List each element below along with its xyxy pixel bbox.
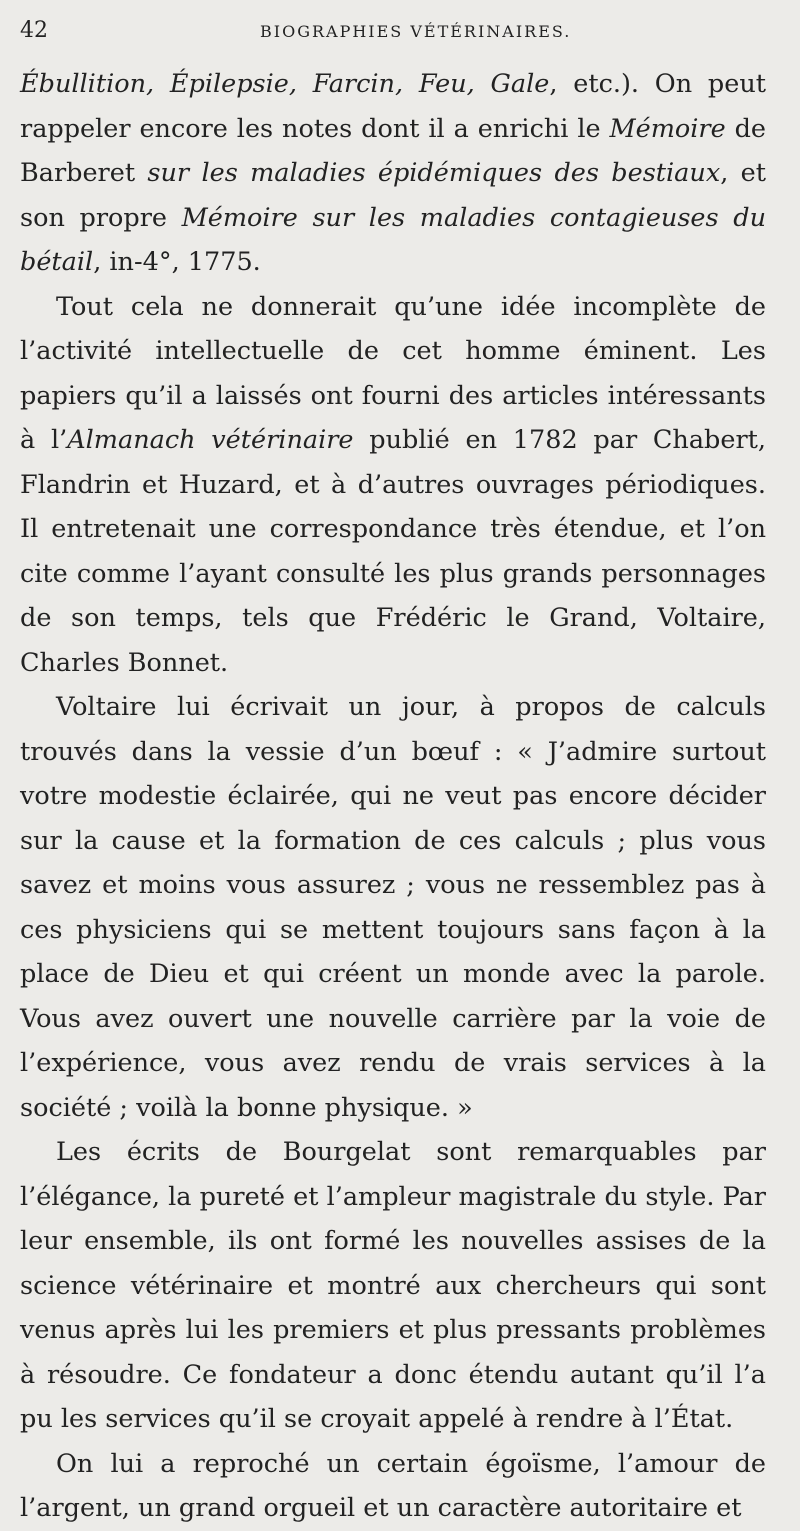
body-text — [20, 62, 766, 1531]
paragraph: Voltaire lui écrivait un jour, à propos de calculs trouvés dans la vessie d’un bœuf : « J’admire surtout votre modestie éclairée, qui ne veut pas encore décider sur la cause et la formation de ces calculs ; plus vous savez et moins vous assurez ; vous ne ressemblez pas à ces physiciens qui se mettent toujours sans façon à la place de Dieu et qui créent un monde avec la parole. Vous avez ouvert une nouvelle carrière par la voie de l’expérience, vous avez rendu de vrais services à la société ; voilà la bonne physique. » — [20, 692, 766, 1123]
page-number: 42 — [20, 18, 48, 43]
paragraph: Les écrits de Bourgelat sont remarquables par l’élégance, la pureté et l’ampleur magistrale du style. Par leur ensemble, ils ont formé les nouvelles assises de la science vétérinaire et montré aux chercheurs qui sont venus après lui les premiers et plus pressants problèmes à résoudre. Ce fondateur a donc étendu autant qu’il l’a pu les services qu’il se croyait appelé à rendre à l’État. — [20, 1137, 766, 1434]
paragraph: Ébullition, Épilepsie, Farcin, Feu, Gale, etc.). On peut rappeler encore les notes dont il a enrichi le Mémoire de Barberet sur les maladies épidémiques des bestiaux, et son propre Mémoire sur les maladies contagieuses du bétail, in-4°, 1775. — [20, 69, 767, 277]
italic-run: Ébullition, Épilepsie, Farcin, Feu, Gale — [20, 69, 550, 99]
paragraph: Tout cela ne donnerait qu’une idée incomplète de l’activité intellectuelle de cet homme éminent. Les papiers qu’il a laissés ont fourni des articles intéressants à l’Almanach vétérinaire publié en 1782 par Chabert, Flandrin et Huzard, et à d’autres ouvrages périodiques. Il entretenait une correspondance très étendue, et l’on cite comme l’ayant consulté les plus grands personnages de son temps, tels que Frédéric le Grand, Voltaire, Charles Bonnet. — [20, 291, 766, 678]
paragraph: On lui a reproché un certain égoïsme, l’amour de l’argent, un grand orgueil et un caractère autoritaire et — [20, 1448, 766, 1523]
italic-run: Mémoire sur les maladies contagieuses du bétail — [20, 202, 767, 277]
italic-run: sur les maladies épidémiques des bestiaux — [147, 158, 721, 188]
page-header — [20, 18, 766, 62]
italic-run: Almanach vétérinaire — [67, 425, 354, 455]
running-head: BIOGRAPHIES VÉTÉRINAIRES. — [260, 22, 572, 41]
italic-run: Mémoire — [609, 113, 726, 144]
